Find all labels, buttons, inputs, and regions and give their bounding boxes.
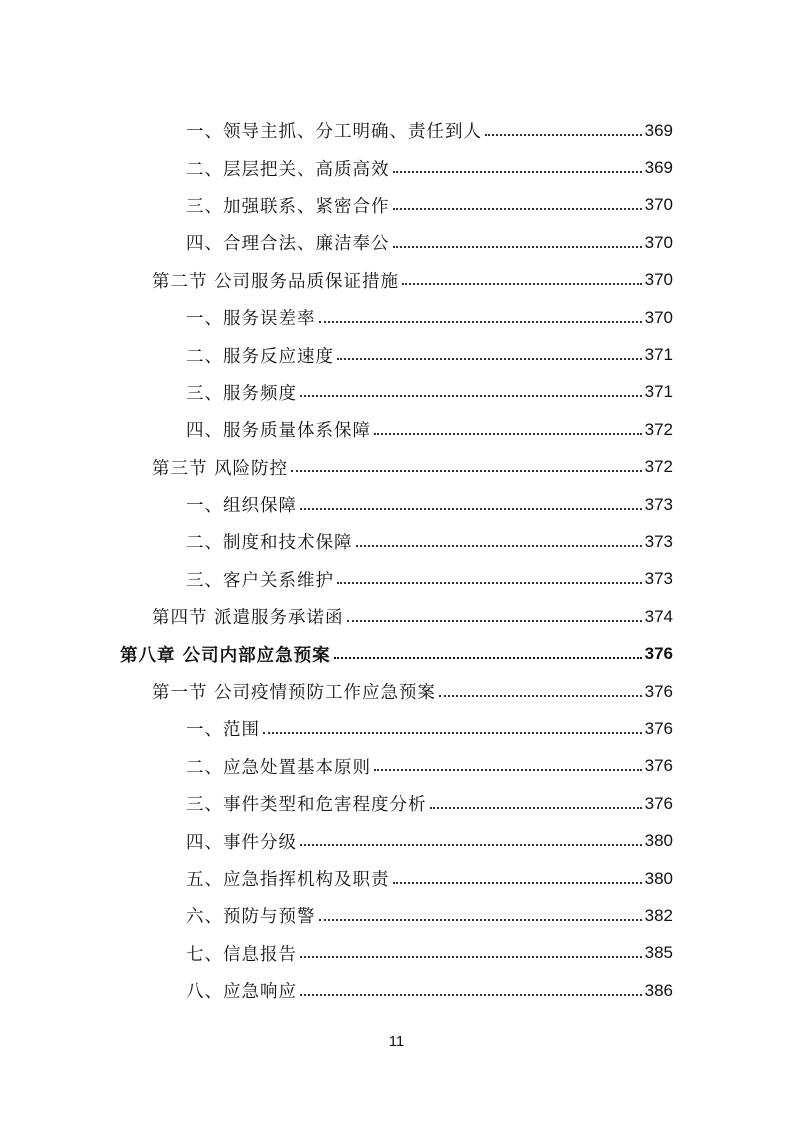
dot-leader: [393, 208, 642, 210]
toc-entry-item[interactable]: [0, 187, 793, 224]
toc-entry-item[interactable]: [0, 785, 793, 822]
toc-entry-item[interactable]: [0, 486, 793, 523]
table-of-contents: [0, 112, 793, 1009]
toc-entry-label: 四、事件分级: [186, 832, 297, 853]
dot-leader: [402, 283, 642, 285]
toc-entry-page-number: 370: [644, 232, 673, 252]
toc-entry-label: 三、客户关系维护: [186, 570, 334, 591]
toc-entry-label: 第四节 派遣服务承诺函: [152, 608, 344, 629]
toc-entry-page-number: 371: [644, 382, 673, 402]
toc-entry-item[interactable]: [0, 224, 793, 261]
dot-leader: [337, 582, 642, 584]
toc-entry-page-number: 376: [644, 718, 673, 738]
toc-entry-label: 二、层层把关、高质高效: [186, 159, 390, 180]
toc-entry-label: 八、应急响应: [186, 982, 297, 1003]
dot-leader: [393, 882, 642, 884]
toc-entry-item[interactable]: [0, 710, 793, 747]
toc-entry-page-number: 380: [644, 868, 673, 888]
toc-entry-page-number: 386: [644, 980, 673, 1000]
toc-entry-page-number: 372: [644, 419, 673, 439]
toc-entry-label: 第一节 公司疫情预防工作应急预案: [152, 683, 437, 704]
toc-entry-item[interactable]: [0, 523, 793, 560]
toc-entry-item[interactable]: [0, 299, 793, 336]
toc-entry-page-number: 373: [644, 531, 673, 551]
toc-entry-item[interactable]: [0, 149, 793, 186]
dot-leader: [334, 657, 642, 659]
toc-entry-page-number: 372: [644, 457, 673, 477]
toc-entry-item[interactable]: [0, 935, 793, 972]
toc-entry-label: 二、制度和技术保障: [186, 533, 353, 554]
dot-leader: [393, 171, 642, 173]
toc-entry-label: 四、合理合法、廉洁奉公: [186, 234, 390, 255]
toc-entry-page-number: 374: [644, 606, 673, 626]
toc-entry-item[interactable]: [0, 112, 793, 149]
toc-entry-section[interactable]: [0, 673, 793, 710]
toc-entry-section[interactable]: [0, 449, 793, 486]
toc-entry-page-number: 380: [644, 831, 673, 851]
toc-entry-page-number: 382: [644, 905, 673, 925]
toc-entry-page-number: 370: [644, 270, 673, 290]
toc-entry-label: 一、组织保障: [186, 496, 297, 517]
toc-entry-label: 第三节 风险防控: [152, 458, 289, 479]
toc-entry-section[interactable]: [0, 262, 793, 299]
dot-leader: [356, 545, 642, 547]
toc-entry-label: 三、加强联系、紧密合作: [186, 196, 390, 217]
toc-entry-label: 一、领导主抓、分工明确、责任到人: [186, 122, 482, 143]
dot-leader: [430, 807, 642, 809]
toc-entry-label: 一、服务误差率: [186, 309, 316, 330]
toc-entry-page-number: 369: [644, 158, 673, 178]
toc-entry-section[interactable]: [0, 598, 793, 635]
toc-entry-item[interactable]: [0, 411, 793, 448]
dot-leader: [300, 956, 642, 958]
dot-leader: [485, 134, 642, 136]
toc-entry-page-number: 376: [644, 681, 673, 701]
toc-entry-page-number: 385: [644, 943, 673, 963]
toc-entry-page-number: 373: [644, 569, 673, 589]
dot-leader: [300, 994, 642, 996]
dot-leader: [263, 732, 642, 734]
toc-entry-label: 第八章 公司内部应急预案: [120, 645, 331, 666]
toc-entry-item[interactable]: [0, 336, 793, 373]
toc-entry-page-number: 370: [644, 195, 673, 215]
toc-entry-page-number: 371: [644, 345, 673, 365]
toc-entry-item[interactable]: [0, 860, 793, 897]
toc-entry-label: 五、应急指挥机构及职责: [186, 870, 390, 890]
dot-leader: [300, 395, 642, 397]
dot-leader: [347, 620, 642, 622]
toc-entry-page-number: 370: [644, 307, 673, 327]
toc-entry-page-number: 373: [644, 494, 673, 514]
dot-leader: [374, 433, 642, 435]
toc-entry-label: 第二节 公司服务品质保证措施: [152, 271, 400, 292]
toc-entry-label: 三、服务频度: [186, 383, 297, 404]
toc-entry-page-number: 376: [644, 793, 673, 813]
toc-entry-item[interactable]: [0, 374, 793, 411]
dot-leader: [439, 695, 642, 697]
toc-entry-label: 六、预防与预警: [186, 907, 316, 928]
toc-entry-page-number: 369: [644, 120, 673, 140]
toc-entry-label: 一、范围: [186, 720, 260, 741]
dot-leader: [393, 246, 642, 248]
page-number: 11: [388, 1033, 405, 1050]
dot-leader: [291, 470, 642, 472]
toc-entry-item[interactable]: [0, 748, 793, 785]
toc-entry-item[interactable]: [0, 897, 793, 934]
dot-leader: [374, 769, 642, 771]
toc-entry-page-number: 376: [644, 644, 673, 664]
toc-entry-label: 二、应急处置基本原则: [186, 757, 371, 778]
toc-entry-item[interactable]: [0, 972, 793, 1009]
dot-leader: [319, 919, 642, 921]
dot-leader: [300, 508, 642, 510]
dot-leader: [319, 321, 642, 323]
toc-entry-chapter[interactable]: [0, 635, 793, 672]
toc-entry-item[interactable]: [0, 822, 793, 859]
toc-entry-label: 二、服务反应速度: [186, 346, 334, 367]
toc-entry-item[interactable]: [0, 561, 793, 598]
toc-entry-page-number: 376: [644, 756, 673, 776]
toc-entry-label: 三、事件类型和危害程度分析: [186, 795, 427, 816]
toc-entry-label: 四、服务质量体系保障: [186, 421, 371, 442]
dot-leader: [300, 844, 642, 846]
dot-leader: [337, 358, 642, 360]
toc-entry-label: 七、信息报告: [186, 944, 297, 965]
